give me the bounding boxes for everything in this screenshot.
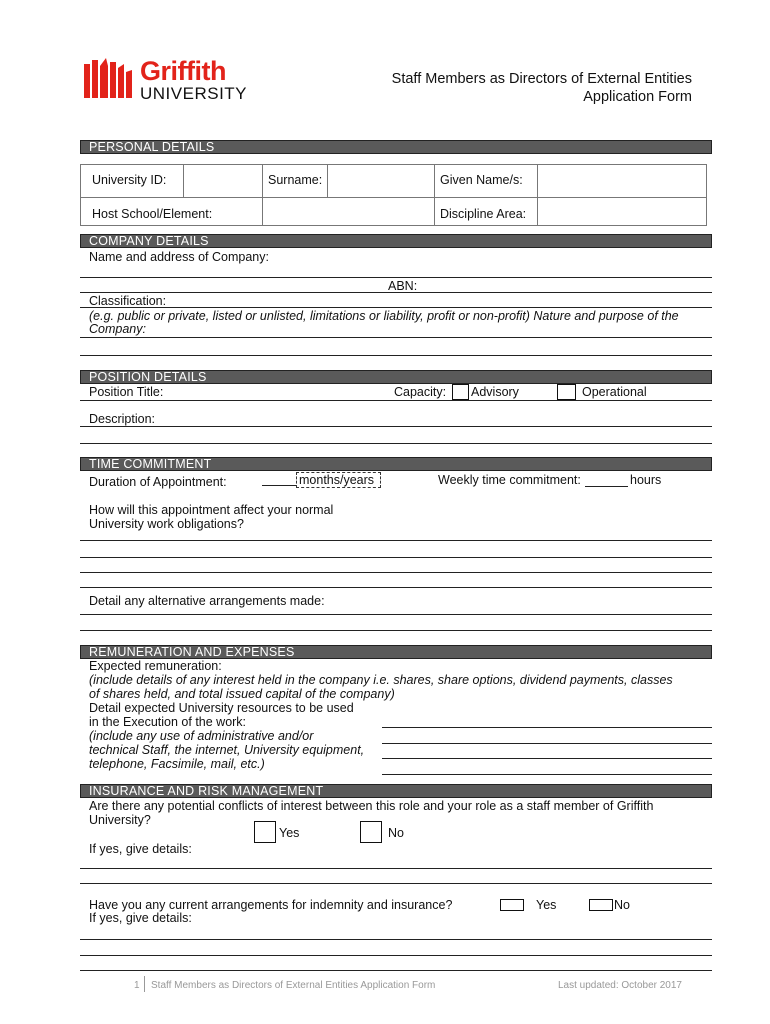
indemnity-yes-checkbox[interactable] — [500, 899, 524, 911]
classification-hint: (e.g. public or private, listed or unlisted, limitations or liability, profit or non-profit) Nature and purpose of the — [89, 309, 679, 323]
time-commitment-header: TIME COMMITMENT — [80, 457, 712, 471]
advisory-label: Advisory — [471, 385, 519, 399]
description-label: Description: — [89, 412, 155, 426]
conflicts-details-line-2[interactable] — [80, 883, 712, 884]
classification-line-1[interactable] — [80, 337, 712, 338]
indemnity-details-line-2[interactable] — [80, 955, 712, 956]
resources-label-2: in the Execution of the work: — [89, 715, 247, 729]
classification-line-2[interactable] — [80, 355, 712, 356]
resources-line-3[interactable] — [382, 758, 712, 759]
conflicts-yes-label: Yes — [279, 826, 300, 840]
conflicts-yes-checkbox[interactable] — [254, 821, 276, 843]
university-id-label: University ID: — [92, 173, 167, 187]
resources-hint-1: (include any use of administrative and/or — [89, 729, 314, 743]
company-details-header: COMPANY DETAILS — [80, 234, 712, 248]
operational-label: Operational — [582, 385, 647, 399]
affect-line-1[interactable] — [80, 540, 712, 541]
affect-question-line1: How will this appointment affect your normal — [89, 503, 334, 517]
description-line-2[interactable] — [80, 443, 712, 444]
indemnity-no-checkbox[interactable] — [589, 899, 613, 911]
abn-label: ABN: — [388, 279, 418, 293]
indemnity-no-label: No — [614, 898, 630, 912]
page-number: 1 — [134, 980, 140, 991]
company-name-address-label: Name and address of Company: — [89, 250, 269, 264]
classification-label: Classification: — [89, 294, 167, 308]
company-name-line[interactable] — [80, 277, 712, 278]
personal-details-header: PERSONAL DETAILS — [80, 140, 712, 154]
position-title-label: Position Title: — [89, 385, 164, 399]
given-names-field[interactable] — [538, 165, 706, 196]
if-yes-details-label: If yes, give details: — [89, 842, 192, 856]
affect-line-3[interactable] — [80, 572, 712, 573]
university-id-field[interactable] — [184, 165, 261, 196]
indemnity-details-line-1[interactable] — [80, 939, 712, 940]
affect-line-4[interactable] — [80, 587, 712, 588]
advisory-checkbox[interactable] — [452, 384, 469, 400]
duration-label: Duration of Appointment: — [89, 475, 227, 489]
duration-field[interactable] — [262, 485, 296, 486]
alternative-arrangements-label: Detail any alternative arrangements made: — [89, 594, 325, 608]
remuneration-header: REMUNERATION AND EXPENSES — [80, 645, 712, 659]
operational-checkbox[interactable] — [557, 384, 576, 400]
resources-hint-2: technical Staff, the internet, University equipment, — [89, 743, 365, 757]
remuneration-hint-2: of shares held, and total issued capital of the company) — [89, 687, 395, 701]
abn-line[interactable] — [80, 292, 712, 293]
form-title-line1: Staff Members as Directors of External Entities — [391, 71, 692, 87]
hours-label: hours — [630, 473, 662, 487]
affect-line-2[interactable] — [80, 557, 712, 558]
logo-name-line2: UNIVERSITY — [140, 84, 248, 103]
classification-hint-2: Company: — [89, 322, 146, 336]
conflicts-question-line2: University? — [89, 813, 151, 827]
remuneration-hint-1: (include details of any interest held in the company i.e. shares, share options, dividend payments, classes — [89, 673, 673, 687]
conflicts-no-label: No — [388, 826, 404, 840]
resources-label-1: Detail expected University resources to be used — [89, 701, 354, 715]
conflicts-question-line1: Are there any potential conflicts of interest between this role and your role as a staff member of Griffith — [89, 799, 654, 813]
indemnity-question: Have you any current arrangements for indemnity and insurance? — [89, 898, 453, 912]
surname-label: Surname: — [268, 173, 323, 187]
host-school-label: Host School/Element: — [92, 207, 213, 221]
conflicts-no-checkbox[interactable] — [360, 821, 382, 843]
conflicts-details-line-1[interactable] — [80, 868, 712, 869]
flame-emblem-icon — [82, 58, 134, 102]
resources-line-2[interactable] — [382, 743, 712, 744]
discipline-area-label: Discipline Area: — [440, 207, 527, 221]
form-title — [392, 70, 692, 106]
months-years-select[interactable]: months/years — [296, 472, 381, 488]
resources-hint-3: telephone, Facsimile, mail, etc.) — [89, 757, 265, 771]
resources-line-1[interactable] — [382, 727, 712, 728]
university-logo — [82, 58, 262, 104]
description-line-1[interactable] — [80, 426, 712, 427]
weekly-commitment-label: Weekly time commitment: — [438, 473, 581, 487]
footer-divider — [144, 976, 145, 992]
weekly-hours-field[interactable] — [585, 486, 628, 487]
resources-line-4[interactable] — [382, 774, 712, 775]
surname-field[interactable] — [328, 165, 433, 196]
discipline-area-field[interactable] — [538, 198, 706, 225]
position-details-header: POSITION DETAILS — [80, 370, 712, 384]
expected-remuneration-label: Expected remuneration: — [89, 659, 222, 673]
indemnity-details-line-3[interactable] — [80, 970, 712, 971]
logo-name-line1: Griffith — [140, 56, 226, 86]
footer-doc-title: Staff Members as Directors of External Entities Application Form — [151, 980, 436, 991]
host-school-field[interactable] — [263, 198, 433, 225]
insurance-header: INSURANCE AND RISK MANAGEMENT — [80, 784, 712, 798]
if-yes-details-label-2: If yes, give details: — [89, 911, 192, 925]
affect-question-line2: University work obligations? — [89, 517, 244, 531]
indemnity-yes-label: Yes — [536, 898, 557, 912]
form-title-line2: Application Form — [583, 89, 692, 105]
alternative-line-2[interactable] — [80, 630, 712, 631]
alternative-line-1[interactable] — [80, 614, 712, 615]
given-names-label: Given Name/s: — [440, 173, 523, 187]
footer-last-updated: Last updated: October 2017 — [558, 980, 682, 991]
capacity-label: Capacity: — [394, 385, 447, 399]
